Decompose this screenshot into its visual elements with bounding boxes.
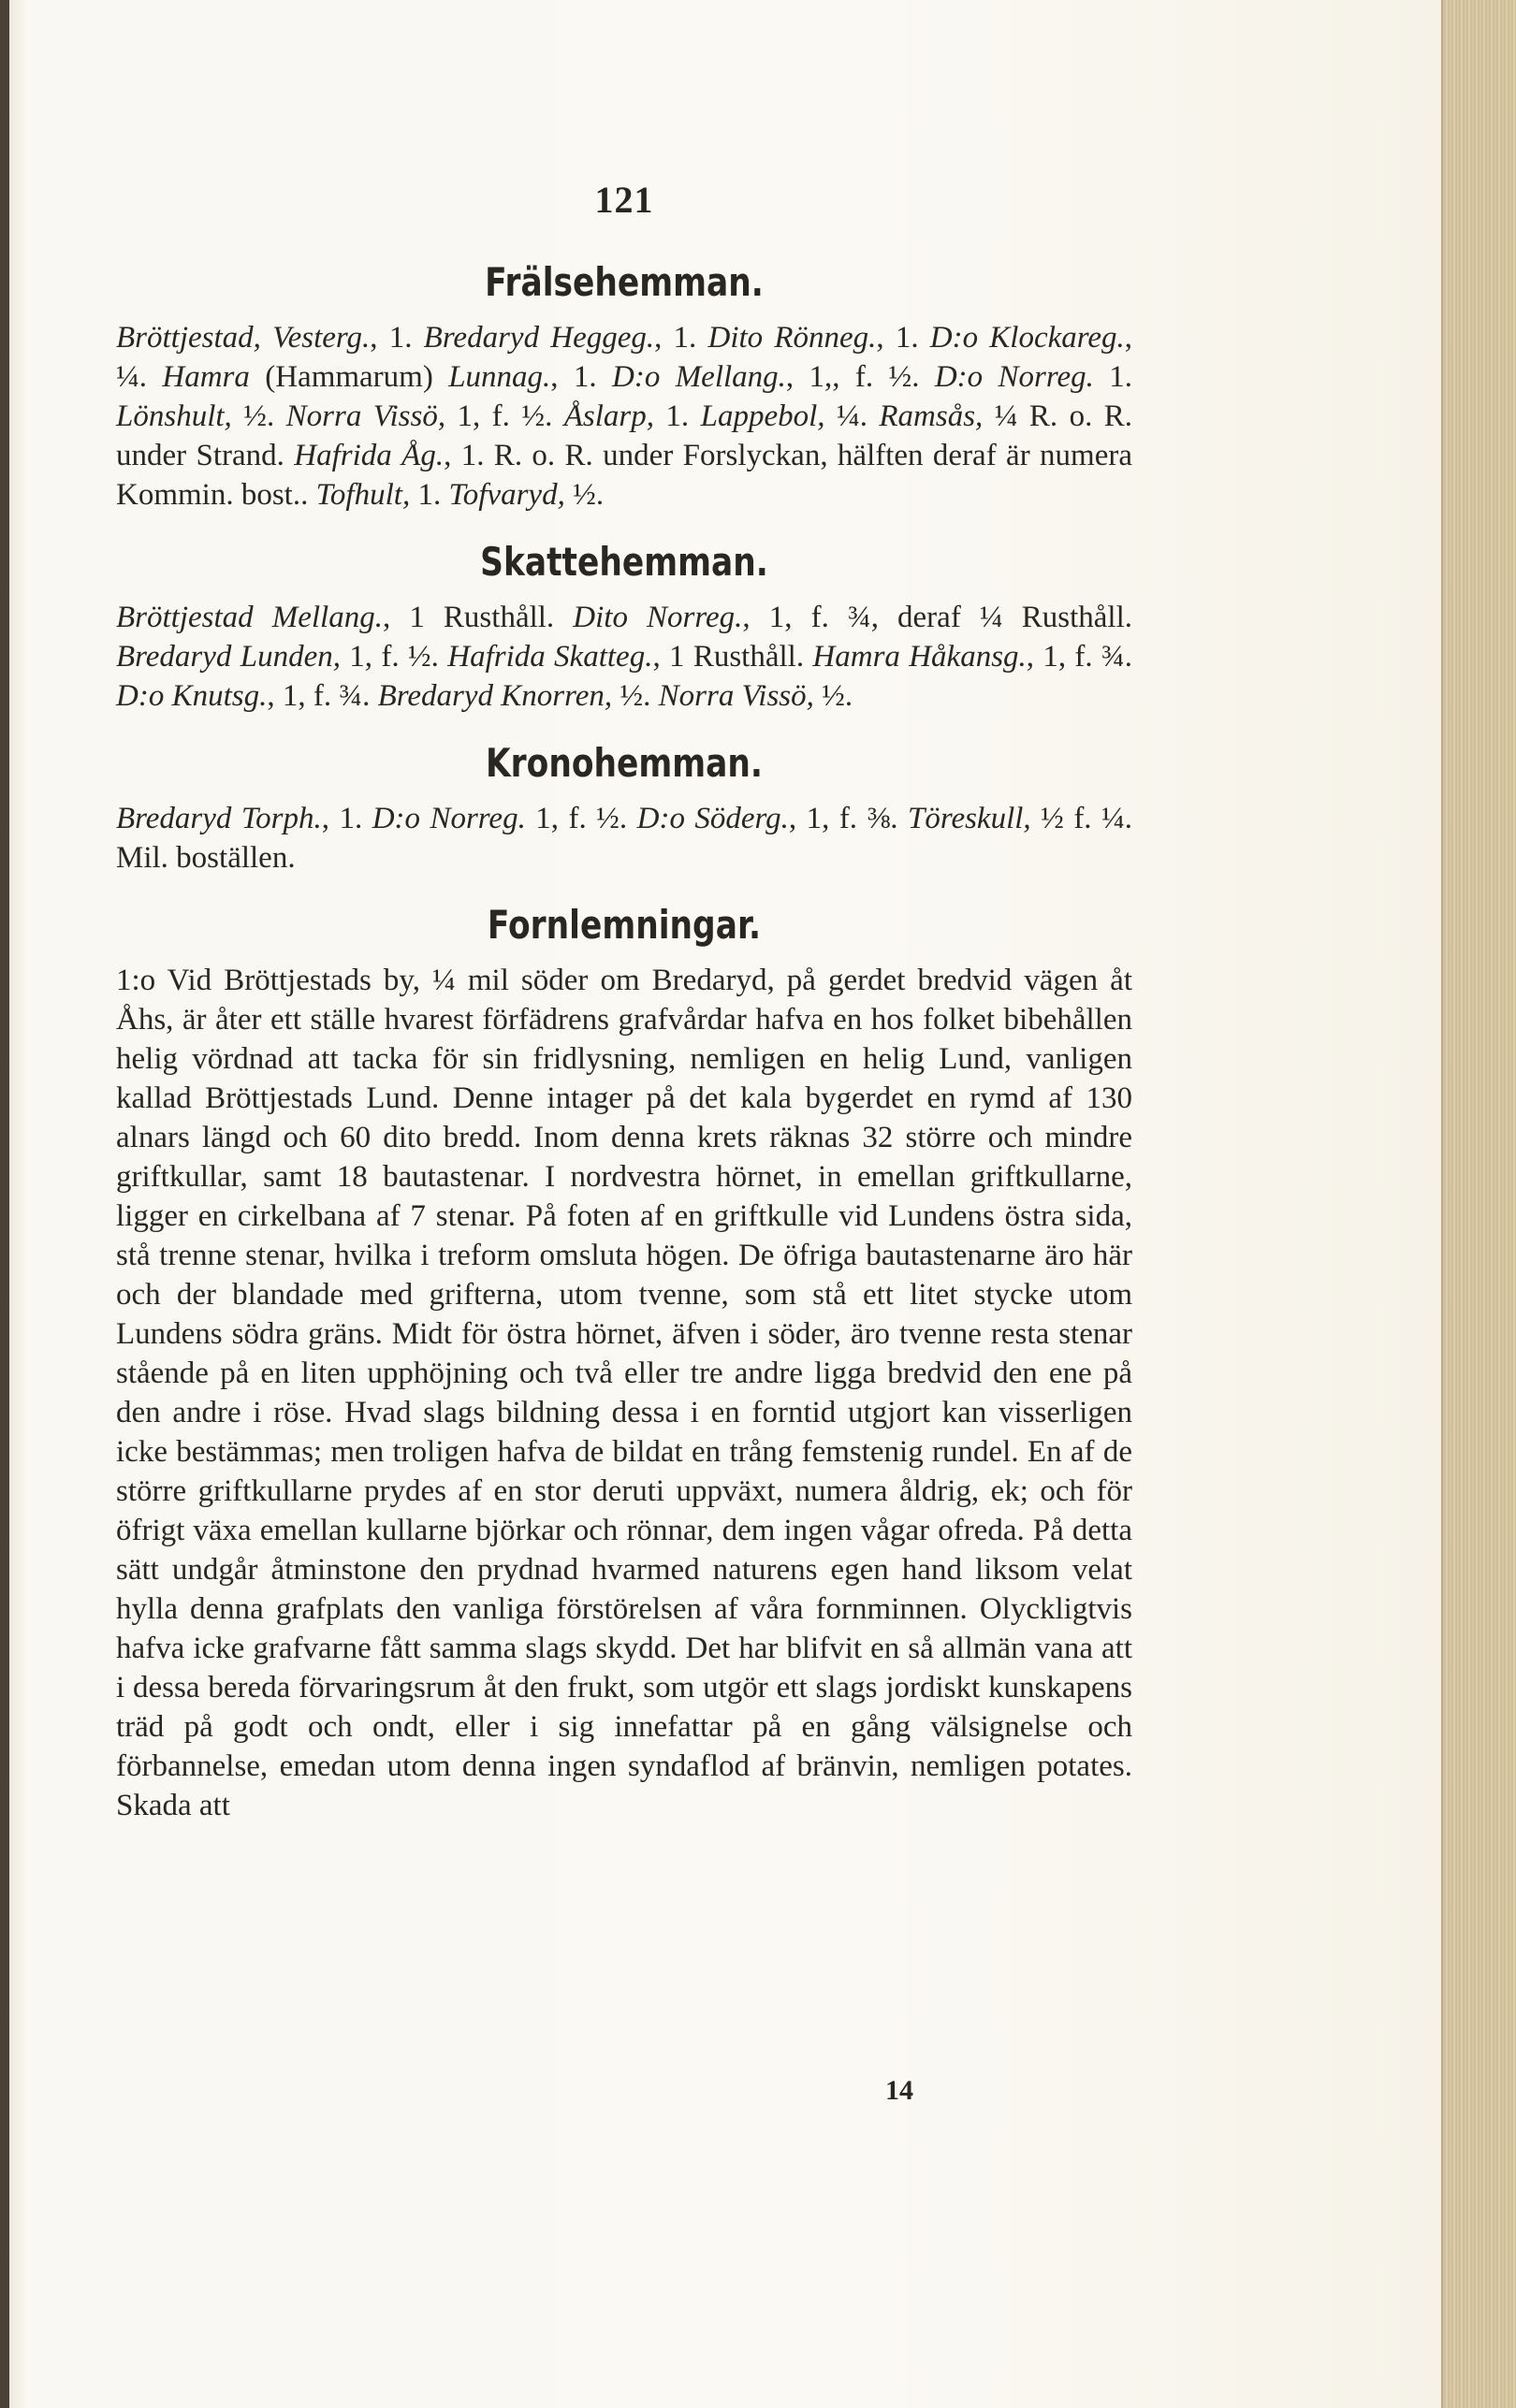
page-number: 121	[594, 179, 654, 221]
text-run: , 1. R. o. R. under Forslyckan, hälften deraf är numera Kommin. bost..	[116, 439, 1133, 512]
section-heading: Kronohemman.	[485, 740, 763, 786]
text-run: , 1.	[876, 321, 930, 355]
place-name: D:o Norreg.	[934, 360, 1094, 394]
place-name: Hamra	[162, 360, 250, 394]
place-name: Ramsås,	[879, 399, 984, 433]
place-name: Hafrida Åg.	[294, 439, 445, 472]
place-name: Lönshult,	[116, 399, 232, 433]
text-run: , 1 Rusthåll.	[652, 640, 813, 674]
place-name: Hamra Håkansg.	[812, 640, 1027, 674]
text-run: ½.	[564, 478, 605, 512]
text-run: 1, f. ½.	[340, 640, 448, 674]
place-name: D:o Norreg.	[372, 802, 526, 835]
text-run: ½.	[231, 399, 286, 433]
text-run: 1:o Vid Bröttjestads by, ¼ mil söder om Bredaryd, på gerdet bredvid vägen åt Åhs, är åter ett ställe hvarest förfädrens grafvårdar hafva en hos folket bibehållen helig vördnad att tacka för sin fridlysning, nemligen en helig Lund, vanligen kallad Bröttjestads Lund. Denne intager på det kala bygerdet en rymd af 130 alnars längd och 60 dito bredd. Inom denna krets räknas 32 större och mindre griftkullar, samt 18 bautastenar. I nordvestra hörnet, in emellan griftkullarne, ligger en cirkelbana af 7 stenar. På foten af en griftkulle vid Lundens östra sida, stå trenne stenar, hvilka i treform omsluta högen. De öfriga bautastenarne äro här och der blandade med grifterna, utom tvenne, som stå ett litet stycke utom Lundens södra gräns. Midt för östra hörnet, äfven i söder, äro tvenne resta stenar stående på en liten upphöjning och två eller tre andre ligga bredvid den ene på den andre i röse. Hvad slags bildning dessa i en forntid utgjort kan visserligen icke bestämmas; men troligen hafva de bildat en trång femstenig rundel. En af de större griftkullarne prydes af en stor deruti uppväxt, numera åldrig, ek; och för öfrigt växa emellan kullarne björkar och rönnar, dem ingen vågar ofreda. På detta sätt undgår åtminstone den prydnad hvarmed naturens egen hand liksom velat hylla denna grafplats den vanliga förstörelsen af våra fornminnen. Olyckligtvis hafva icke grafvarne fått samma slags skydd. Det har blifvit en så allmän vana att i dessa bereda förvaringsrum åt den frukt, som utgör ett slags jordiskt kunskapens träd på godt och ondt, eller i sig innefattar på en gång välsignelse och förbannelse, emedan utom denna ingen syndaflod af bränvin, nemligen potates. Skada att	[116, 964, 1132, 1822]
place-name: Åslarp,	[563, 399, 655, 433]
text-run: 1.	[410, 478, 449, 512]
place-name: D:o Söderg.	[636, 802, 789, 835]
text-run: 1.	[654, 399, 701, 433]
text-run: , 1, f. ⅜.	[788, 802, 908, 835]
section-paragraph	[116, 318, 1132, 515]
place-name: Bredaryd Lunden,	[116, 640, 341, 674]
place-name: D:o Klockareg.	[929, 321, 1125, 355]
section-paragraph	[116, 961, 1132, 1825]
section-heading: Fornlemningar.	[487, 902, 762, 948]
text-run: , 1, f. ¾.	[267, 679, 378, 713]
text-run: ½ f. ¼. Mil. boställen.	[116, 802, 1133, 875]
text-run: ¼.	[824, 399, 880, 433]
signature-mark: 14	[885, 2075, 913, 2106]
text-run: , 1.	[550, 360, 613, 394]
text-run: 1.	[1093, 360, 1132, 394]
place-name: Lappebol,	[700, 399, 825, 433]
text-run: 1, f. ½.	[525, 802, 637, 835]
text-run: , 1,, f. ½.	[785, 360, 935, 394]
text-run: ½.	[813, 679, 853, 713]
section-paragraph	[116, 799, 1132, 878]
place-name: Hafrida Skatteg.	[447, 640, 653, 674]
place-name: Bröttjestad, Vesterg.	[116, 321, 371, 355]
place-name: Bröttjestad Mellang.	[116, 601, 383, 634]
book-page-edges	[1441, 0, 1516, 2408]
place-name: Lunnag.	[448, 360, 551, 394]
place-name: Bredaryd Heggeg.	[423, 321, 655, 355]
place-name: Dito Rönneg.	[707, 321, 877, 355]
place-name: Dito Norreg.	[573, 601, 743, 634]
section-skattehemman	[116, 539, 1132, 716]
page-text	[116, 178, 1132, 1825]
text-run: , 1.	[370, 321, 424, 355]
section-kronohemman	[116, 740, 1132, 878]
section-fornlemningar	[116, 902, 1132, 1825]
place-name: Bredaryd Knorren,	[377, 679, 613, 713]
text-run: , 1, f. ¾, deraf ¼ Rusthåll.	[742, 601, 1132, 634]
place-name: Norra Vissö,	[658, 679, 814, 713]
text-run: , 1.	[321, 802, 372, 835]
place-name: Töreskull,	[907, 802, 1031, 835]
text-run: , 1, f. ¾.	[1026, 640, 1132, 674]
text-run: , 1.	[654, 321, 708, 355]
place-name: Tofhult,	[315, 478, 411, 512]
place-name: D:o Mellang.	[612, 360, 786, 394]
text-run: (Hammarum)	[249, 360, 449, 394]
place-name: Bredaryd Torph.	[116, 802, 322, 835]
section-heading: Frälsehemman.	[485, 259, 764, 305]
section-heading: Skattehemman.	[480, 539, 768, 585]
text-run: , ¼.	[116, 321, 1133, 394]
text-run: , 1 Rusthåll.	[382, 601, 574, 634]
section-paragraph	[116, 598, 1132, 716]
text-run: ¼ R. o. R. under Strand.	[116, 399, 1133, 472]
place-name: Norra Vissö,	[285, 399, 446, 433]
place-name: Tofvaryd,	[448, 478, 565, 512]
text-run: 1, f. ½.	[445, 399, 564, 433]
place-name: D:o Knutsg.	[116, 679, 268, 713]
section-fralsehemman	[116, 259, 1132, 515]
text-run: ½.	[612, 679, 659, 713]
